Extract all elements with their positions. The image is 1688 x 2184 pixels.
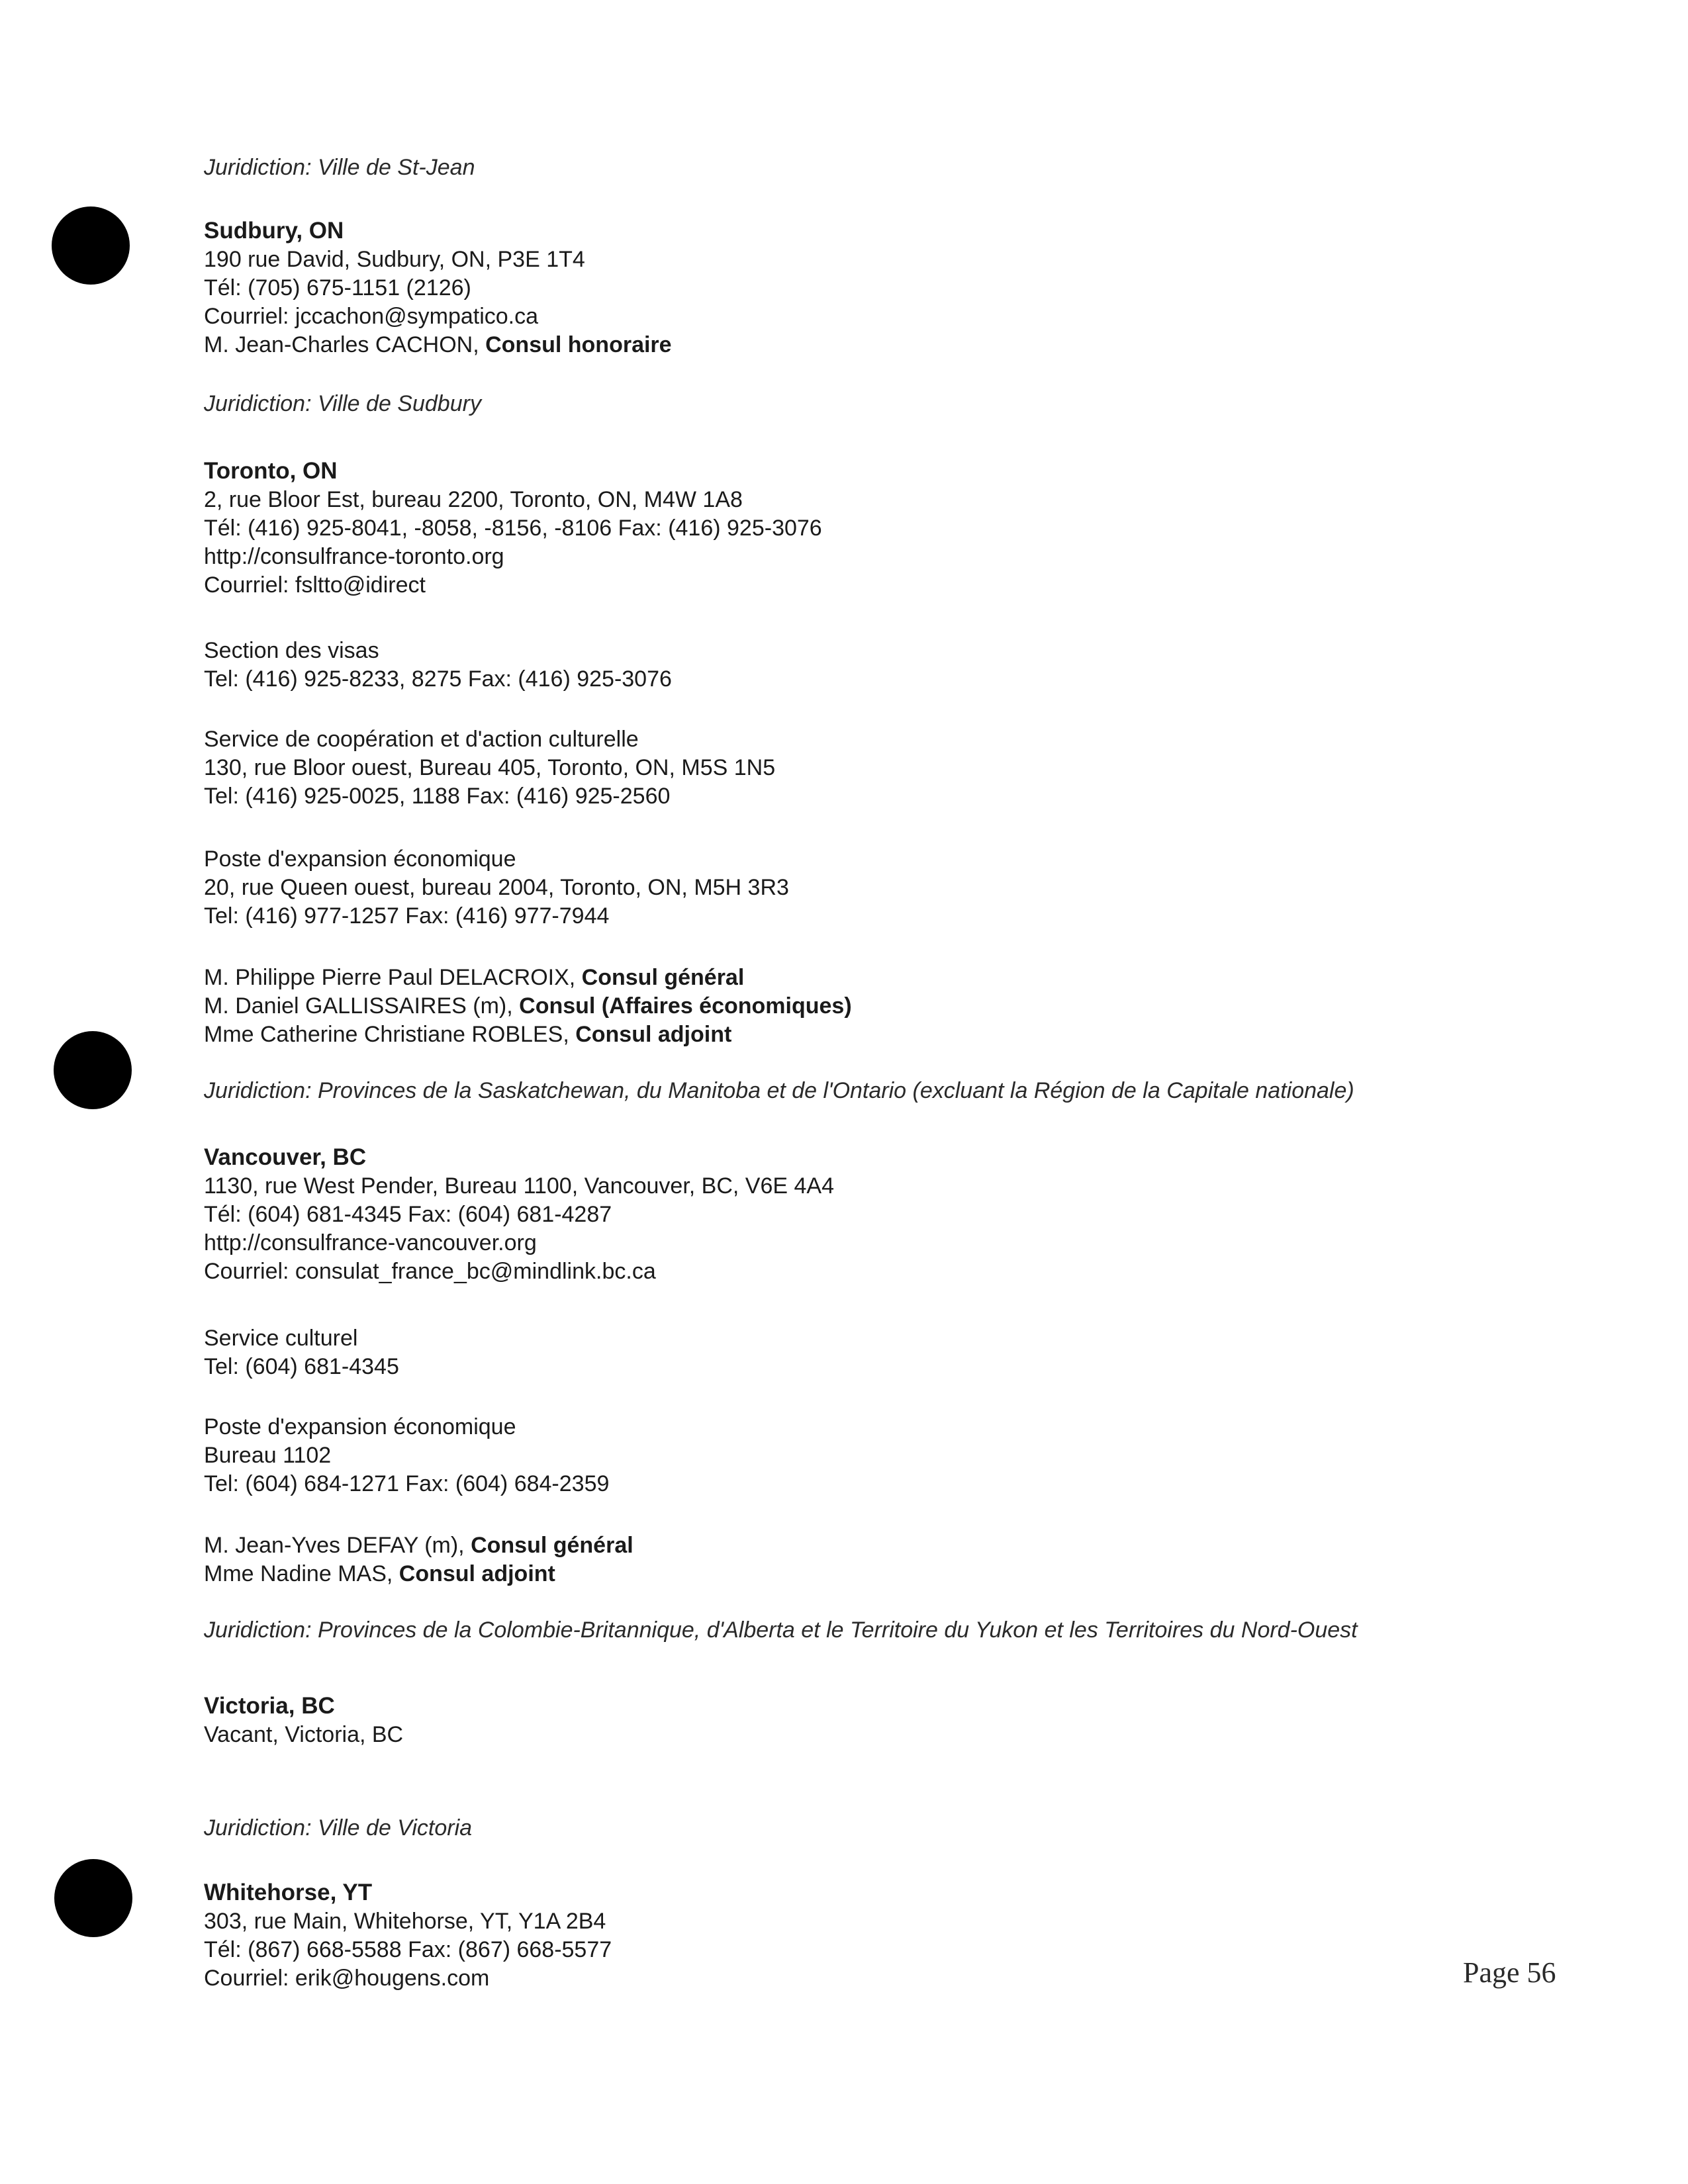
stjean-jurisdiction: Juridiction: Ville de St-Jean <box>204 155 475 180</box>
toronto-p1-name: M. Philippe Pierre Paul DELACROIX, <box>204 965 582 990</box>
page-number: Page 56 <box>1463 1956 1556 1989</box>
sudbury-consul <box>204 331 1495 359</box>
vancouver-p2-title: Consul adjoint <box>399 1561 555 1586</box>
sudbury-jurisdiction: Juridiction: Ville de Sudbury <box>204 391 481 416</box>
whitehorse-email: Courriel: erik@hougens.com <box>204 1966 490 1991</box>
vancouver-address: 1130, rue West Pender, Bureau 1100, Vancouver, BC, V6E 4A4 <box>204 1173 834 1199</box>
vancouver-p2-name: Mme Nadine MAS, <box>204 1561 399 1586</box>
toronto-visas-tel: Tel: (416) 925-8233, 8275 Fax: (416) 925-3076 <box>204 666 672 692</box>
toronto-visas-label: Section des visas <box>204 638 379 663</box>
toronto-p3-name: Mme Catherine Christiane ROBLES, <box>204 1022 576 1047</box>
whitehorse-address: 303, rue Main, Whitehorse, YT, Y1A 2B4 <box>204 1909 606 1934</box>
punch-hole-top <box>52 206 130 285</box>
vancouver-web: http://consulfrance-vancouver.org <box>204 1230 537 1255</box>
toronto-consul-eco <box>204 992 1495 1021</box>
vancouver-email: Courriel: consulat_france_bc@mindlink.bc.ca <box>204 1259 656 1284</box>
vancouver-consul-adjoint <box>204 1560 1495 1588</box>
sudbury-consul-name: M. Jean-Charles CACHON, <box>204 332 486 357</box>
toronto-consul-general <box>204 964 1495 992</box>
vancouver-jurisdiction: Juridiction: Provinces de la Colombie-Britannique, d'Alberta et le Territoire du Yukon et les Territoires du Nord-Ouest <box>204 1617 1358 1643</box>
vancouver-culture-label: Service culturel <box>204 1326 358 1351</box>
vancouver-consul-general <box>204 1531 1495 1560</box>
toronto-eco-address: 20, rue Queen ouest, bureau 2004, Toronto, ON, M5H 3R3 <box>204 875 789 900</box>
vancouver-p1-name: M. Jean-Yves DEFAY (m), <box>204 1533 471 1558</box>
toronto-block <box>204 457 1495 1105</box>
vancouver-eco-bureau: Bureau 1102 <box>204 1443 332 1468</box>
toronto-p1-title: Consul général <box>581 965 745 990</box>
toronto-title: Toronto, ON <box>204 458 338 484</box>
victoria-address: Vacant, Victoria, BC <box>204 1722 404 1747</box>
vancouver-title: Vancouver, BC <box>204 1144 367 1170</box>
toronto-eco-tel: Tel: (416) 977-1257 Fax: (416) 977-7944 <box>204 903 610 929</box>
toronto-coop-tel: Tel: (416) 925-0025, 1188 Fax: (416) 925-2560 <box>204 784 671 809</box>
sudbury-address: 190 rue David, Sudbury, ON, P3E 1T4 <box>204 247 585 272</box>
sudbury-email: Courriel: jccachon@sympatico.ca <box>204 304 539 329</box>
toronto-web: http://consulfrance-toronto.org <box>204 544 504 569</box>
victoria-title: Victoria, BC <box>204 1693 335 1719</box>
victoria-block <box>204 1692 1495 1843</box>
vancouver-tel: Tél: (604) 681-4345 Fax: (604) 681-4287 <box>204 1202 612 1227</box>
whitehorse-tel: Tél: (867) 668-5588 Fax: (867) 668-5577 <box>204 1937 612 1962</box>
sudbury-block <box>204 216 1495 418</box>
punch-hole-bottom <box>54 1859 132 1937</box>
victoria-jurisdiction: Juridiction: Ville de Victoria <box>204 1815 473 1841</box>
sudbury-tel: Tél: (705) 675-1151 (2126) <box>204 275 471 300</box>
toronto-address: 2, rue Bloor Est, bureau 2200, Toronto, ON, M4W 1A8 <box>204 487 743 512</box>
toronto-email: Courriel: fsltto@idirect <box>204 572 426 598</box>
toronto-p3-title: Consul adjoint <box>575 1022 732 1047</box>
vancouver-block <box>204 1143 1495 1645</box>
whitehorse-title: Whitehorse, YT <box>204 1880 373 1905</box>
sudbury-consul-title: Consul honoraire <box>485 332 672 357</box>
toronto-tel: Tél: (416) 925-8041, -8058, -8156, -8106 Fax: (416) 925-3076 <box>204 516 822 541</box>
toronto-eco-label: Poste d'expansion économique <box>204 846 516 872</box>
vancouver-p1-title: Consul général <box>471 1533 633 1558</box>
vancouver-eco-tel: Tel: (604) 684-1271 Fax: (604) 684-2359 <box>204 1471 610 1496</box>
vancouver-eco-label: Poste d'expansion économique <box>204 1414 516 1439</box>
vancouver-culture-tel: Tel: (604) 681-4345 <box>204 1354 399 1379</box>
toronto-p2-name: M. Daniel GALLISSAIRES (m), <box>204 993 520 1019</box>
whitehorse-block <box>204 1878 1495 1993</box>
punch-hole-middle <box>54 1031 132 1109</box>
toronto-p2-title: Consul (Affaires économiques) <box>519 993 852 1019</box>
toronto-coop-address: 130, rue Bloor ouest, Bureau 405, Toronto, ON, M5S 1N5 <box>204 755 776 780</box>
toronto-jurisdiction: Juridiction: Provinces de la Saskatchewan, du Manitoba et de l'Ontario (excluant la Région de la Capitale nationale) <box>204 1078 1354 1103</box>
sudbury-title: Sudbury, ON <box>204 218 344 244</box>
stjean-block <box>204 154 1495 182</box>
toronto-coop-label: Service de coopération et d'action culturelle <box>204 727 639 752</box>
toronto-consul-adjoint <box>204 1021 1495 1049</box>
